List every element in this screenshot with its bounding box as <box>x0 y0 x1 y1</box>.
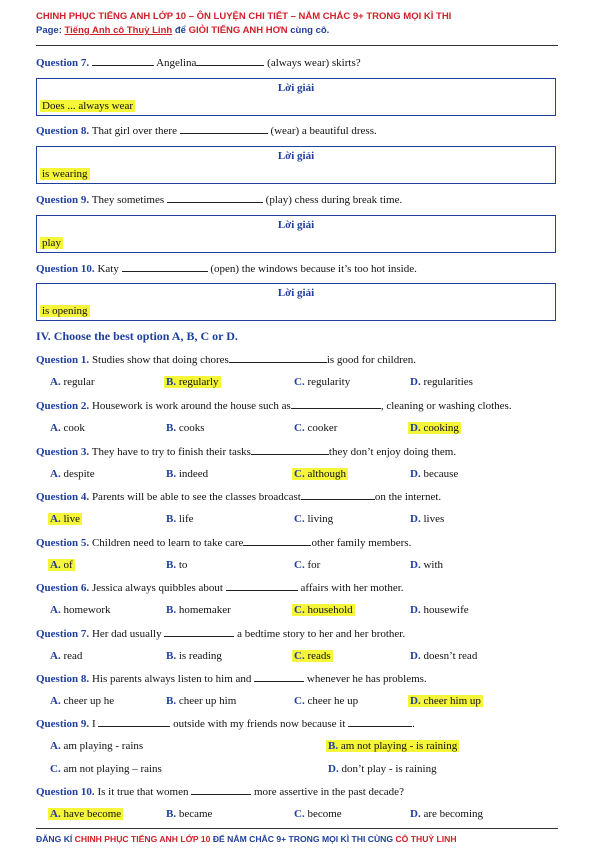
solution-box: Lời giải is wearing <box>36 146 556 184</box>
solution-answer: is opening <box>42 305 88 317</box>
answer-blank <box>164 627 234 637</box>
page-footer: ĐĂNG KÍ CHINH PHỤC TIẾNG ANH LỚP 10 ĐỂ NẮM CHẮC 9+ TRONG MỌI KÌ THI CÙNG CÔ THUỲ LINH <box>36 834 457 844</box>
option-d-correct[interactable]: D. cheer him up <box>410 695 481 707</box>
footer-divider <box>36 828 558 829</box>
option-a[interactable]: A. read <box>50 650 83 662</box>
option-a-correct[interactable]: A. live <box>50 513 80 525</box>
option-b-correct[interactable]: B. regularly <box>166 376 219 388</box>
option-a[interactable]: A. cook <box>50 422 85 434</box>
solution-answer: is wearing <box>42 168 88 180</box>
answer-blank <box>92 56 154 66</box>
answer-blank <box>122 262 208 272</box>
header-divider <box>36 45 558 46</box>
option-c-correct[interactable]: C. reads <box>294 650 331 662</box>
solution-answer: play <box>42 237 61 249</box>
mcq-question: Question 3. They have to try to finish their tasks they don’t enjoy doing them. <box>36 446 457 458</box>
question-10-fill: Question 10. Katy (open) the windows because it’s too hot inside. <box>36 263 417 275</box>
option-c[interactable]: C. am not playing – rains <box>50 763 162 775</box>
option-d[interactable]: D. because <box>410 468 459 480</box>
solution-box: Lời giải play <box>36 215 556 253</box>
option-c[interactable]: C. regularity <box>294 376 351 388</box>
solution-box: Lời giải Does ... always wear <box>36 78 556 116</box>
option-b[interactable]: B. to <box>166 559 188 571</box>
option-d[interactable]: D. are becoming <box>410 808 484 820</box>
answer-blank <box>251 445 329 455</box>
page-header-title: CHINH PHỤC TIẾNG ANH LỚP 10 – ÔN LUYỆN CHI TIẾT – NẮM CHẮC 9+ TRONG MỌI KÌ THI <box>36 11 452 22</box>
answer-blank <box>180 124 268 134</box>
answer-blank <box>226 581 298 591</box>
option-c-correct[interactable]: C. household <box>294 604 353 616</box>
mcq-question: Question 6. Jessica always quibbles about affairs with her mother. <box>36 582 404 594</box>
answer-blank <box>196 56 264 66</box>
option-a[interactable]: A. despite <box>50 468 95 480</box>
section-title: IV. Choose the best option A, B, C or D. <box>36 329 238 343</box>
option-b[interactable]: B. is reading <box>166 650 222 662</box>
option-a[interactable]: A. homework <box>50 604 111 616</box>
answer-blank <box>98 717 170 727</box>
answer-blank <box>167 193 263 203</box>
option-d[interactable]: D. housewife <box>410 604 469 616</box>
option-d[interactable]: D. don’t play - is raining <box>328 763 437 775</box>
answer-blank <box>301 490 375 500</box>
mcq-question: Question 5. Children need to learn to take care other family members. <box>36 537 412 549</box>
option-d[interactable]: D. doesn’t read <box>410 650 478 662</box>
answer-blank <box>348 717 412 727</box>
mcq-question: Question 10. Is it true that women more assertive in the past decade? <box>36 786 404 798</box>
answer-blank <box>291 399 381 409</box>
option-a[interactable]: A. regular <box>50 376 95 388</box>
option-a[interactable]: A. am playing - rains <box>50 740 144 752</box>
option-c[interactable]: C. become <box>294 808 342 820</box>
option-a[interactable]: A. cheer up he <box>50 695 115 707</box>
option-c-correct[interactable]: C. although <box>294 468 346 480</box>
option-c[interactable]: C. living <box>294 513 334 525</box>
option-a-correct[interactable]: A. have become <box>50 808 122 820</box>
option-c[interactable]: C. cooker <box>294 422 338 434</box>
option-c[interactable]: C. cheer he up <box>294 695 359 707</box>
mcq-question: Question 8. His parents always listen to him and whenever he has problems. <box>36 673 427 685</box>
option-b[interactable]: B. homemaker <box>166 604 231 616</box>
option-d-correct[interactable]: D. cooking <box>410 422 459 434</box>
mcq-question: Question 2. Housework is work around the house such as , cleaning or washing clothes. <box>36 400 512 412</box>
question-7-fill: Question 7. Angelina (always wear) skirts? <box>36 57 361 69</box>
mcq-question: Question 9. I outside with my friends now because it . <box>36 718 415 730</box>
option-d[interactable]: D. with <box>410 559 444 571</box>
answer-blank <box>243 536 311 546</box>
option-a-correct[interactable]: A. of <box>50 559 73 571</box>
answer-blank <box>229 353 327 363</box>
mcq-question: Question 4. Parents will be able to see the classes broadcast on the internet. <box>36 491 442 503</box>
facebook-page-link[interactable]: Tiếng Anh cô Thuỳ Linh <box>64 25 173 36</box>
option-b[interactable]: B. indeed <box>166 468 209 480</box>
option-b[interactable]: B. cooks <box>166 422 205 434</box>
answer-blank <box>254 672 304 682</box>
question-9-fill: Question 9. They sometimes (play) chess during break time. <box>36 194 403 206</box>
option-c[interactable]: C. for <box>294 559 321 571</box>
solution-answer: Does ... always wear <box>42 100 134 112</box>
option-d[interactable]: D. regularities <box>410 376 473 388</box>
question-8-fill: Question 8. That girl over there (wear) a beautiful dress. <box>36 125 377 137</box>
mcq-question: Question 1. Studies show that doing chores is good for children. <box>36 354 417 366</box>
solution-box: Lời giải is opening <box>36 283 556 321</box>
answer-blank <box>191 785 251 795</box>
option-b[interactable]: B. became <box>166 808 213 820</box>
mcq-question: Question 7. Her dad usually a bedtime story to her and her brother. <box>36 628 406 640</box>
option-d[interactable]: D. lives <box>410 513 445 525</box>
option-b[interactable]: B. life <box>166 513 194 525</box>
option-b[interactable]: B. cheer up him <box>166 695 237 707</box>
option-b-correct[interactable]: B. am not playing - is raining <box>328 740 458 752</box>
page-header-subtitle: Page: Tiếng Anh cô Thuỳ Linh để GIỎI TIẾNG ANH HƠN cùng cô. <box>36 25 330 36</box>
